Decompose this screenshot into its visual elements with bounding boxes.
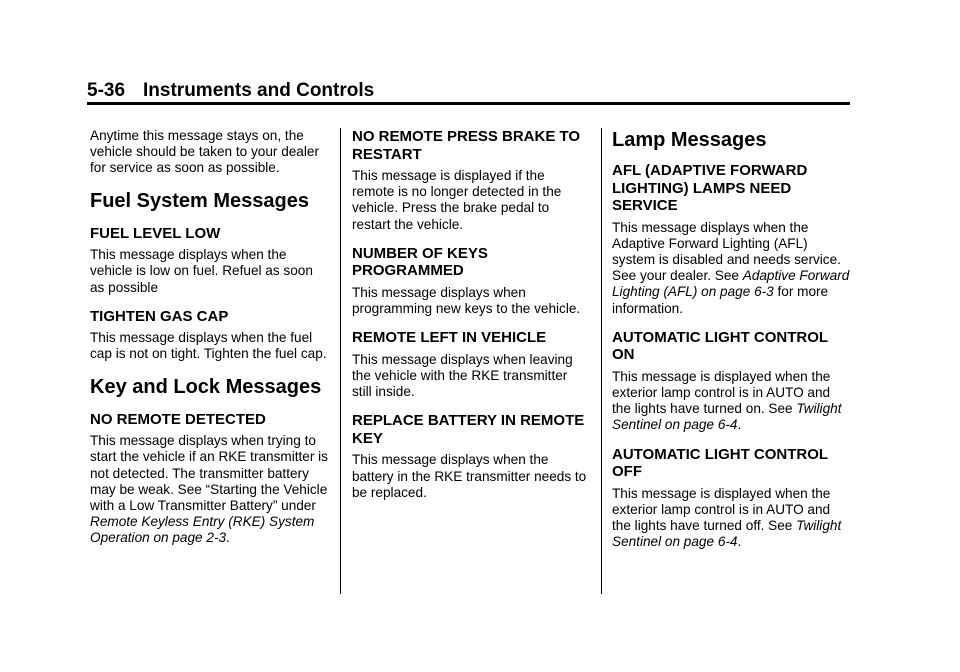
intro-paragraph: Anytime this message stays on, the vehicle should be taken to your dealer for service as soon as possible. — [90, 128, 319, 176]
fuel-level-low-text: This message displays when the vehicle is low on fuel. Refuel as soon as possible — [90, 247, 313, 295]
no-remote-press-brake-text: This message is displayed if the remote is no longer detected in the vehicle. Press the brake pedal to restart the vehicle. — [352, 168, 562, 232]
tighten-gas-cap-text: This message displays when the fuel cap is not on tight. Tighten the fuel cap. — [90, 330, 327, 362]
twilight-sentinel-reference-1: Twilight Sentinel on page 6-4 — [612, 401, 842, 433]
auto-light-on-end: . — [737, 417, 742, 433]
no-remote-detected-end: . — [226, 530, 230, 546]
subheading-tighten-gas-cap: TIGHTEN GAS CAP — [90, 307, 229, 325]
afl-service-end: for more information. — [612, 284, 829, 316]
twilight-sentinel-reference-2: Twilight Sentinel on page 6-4 — [612, 517, 842, 550]
auto-light-on-text — [612, 369, 850, 434]
subheading-no-remote-press-brake: NO REMOTE PRESS BRAKE TO RESTART — [352, 128, 581, 163]
subheading-number-of-keys: NUMBER OF KEYS PROGRAMMED — [352, 244, 488, 280]
header-rule — [87, 102, 850, 105]
page-header — [87, 80, 374, 102]
rke-cross-reference: Remote Keyless Entry (RKE) System Operation on page 2-3 — [90, 514, 315, 546]
no-remote-detected-body: This message displays when trying to start the vehicle if an RKE transmitter is not detected. The transmitter battery may be weak. See “Starting the Vehicle with a Low Transmitter Battery” under — [90, 433, 328, 513]
auto-light-off-end: . — [737, 534, 742, 550]
auto-light-off-body: This message is displayed when the exterior lamp control is in AUTO and the lights have turned off. See — [612, 485, 831, 533]
subheading-no-remote-detected: NO REMOTE DETECTED — [90, 410, 266, 428]
afl-cross-reference: Adaptive Forward Lighting (AFL) on page 6-3 — [612, 268, 850, 300]
section-heading-fuel: Fuel System Messages — [90, 189, 309, 212]
subheading-replace-battery: REPLACE BATTERY IN REMOTE KEY — [352, 412, 585, 447]
column-2 — [352, 128, 590, 513]
section-heading-key-lock: Key and Lock Messages — [90, 375, 322, 398]
column-3 — [612, 128, 850, 562]
page-number: 5-36 — [87, 80, 126, 101]
section-heading-lamp: Lamp Messages — [612, 129, 767, 151]
subheading-fuel-level-low: FUEL LEVEL LOW — [90, 224, 221, 242]
subheading-remote-left: REMOTE LEFT IN VEHICLE — [352, 329, 547, 347]
subheading-auto-light-on: AUTOMATIC LIGHT CONTROL ON — [612, 328, 828, 364]
no-remote-detected-text — [90, 433, 328, 546]
subheading-afl-service: AFL (ADAPTIVE FORWARD LIGHTING) LAMPS NEED SERVICE — [612, 162, 808, 214]
column-1 — [90, 128, 328, 559]
column-divider-1 — [340, 128, 341, 594]
column-divider-2 — [601, 128, 602, 594]
subheading-auto-light-off: AUTOMATIC LIGHT CONTROL OFF — [612, 445, 828, 481]
replace-battery-text: This message displays when the battery in the RKE transmitter needs to be replaced. — [352, 452, 587, 500]
auto-light-off-text — [612, 486, 850, 551]
number-of-keys-text: This message displays when programming new keys to the vehicle. — [352, 284, 581, 317]
afl-service-text — [612, 220, 850, 317]
remote-left-text: This message displays when leaving the vehicle with the RKE transmitter still inside. — [352, 351, 573, 400]
auto-light-on-body: This message is displayed when the exterior lamp control is in AUTO and the lights have turned on. See — [612, 368, 831, 417]
chapter-title: Instruments and Controls — [143, 80, 375, 101]
afl-service-body: This message displays when the Adaptive Forward Lighting (AFL) system is disabled and needs service. See your dealer. See — [612, 219, 841, 284]
